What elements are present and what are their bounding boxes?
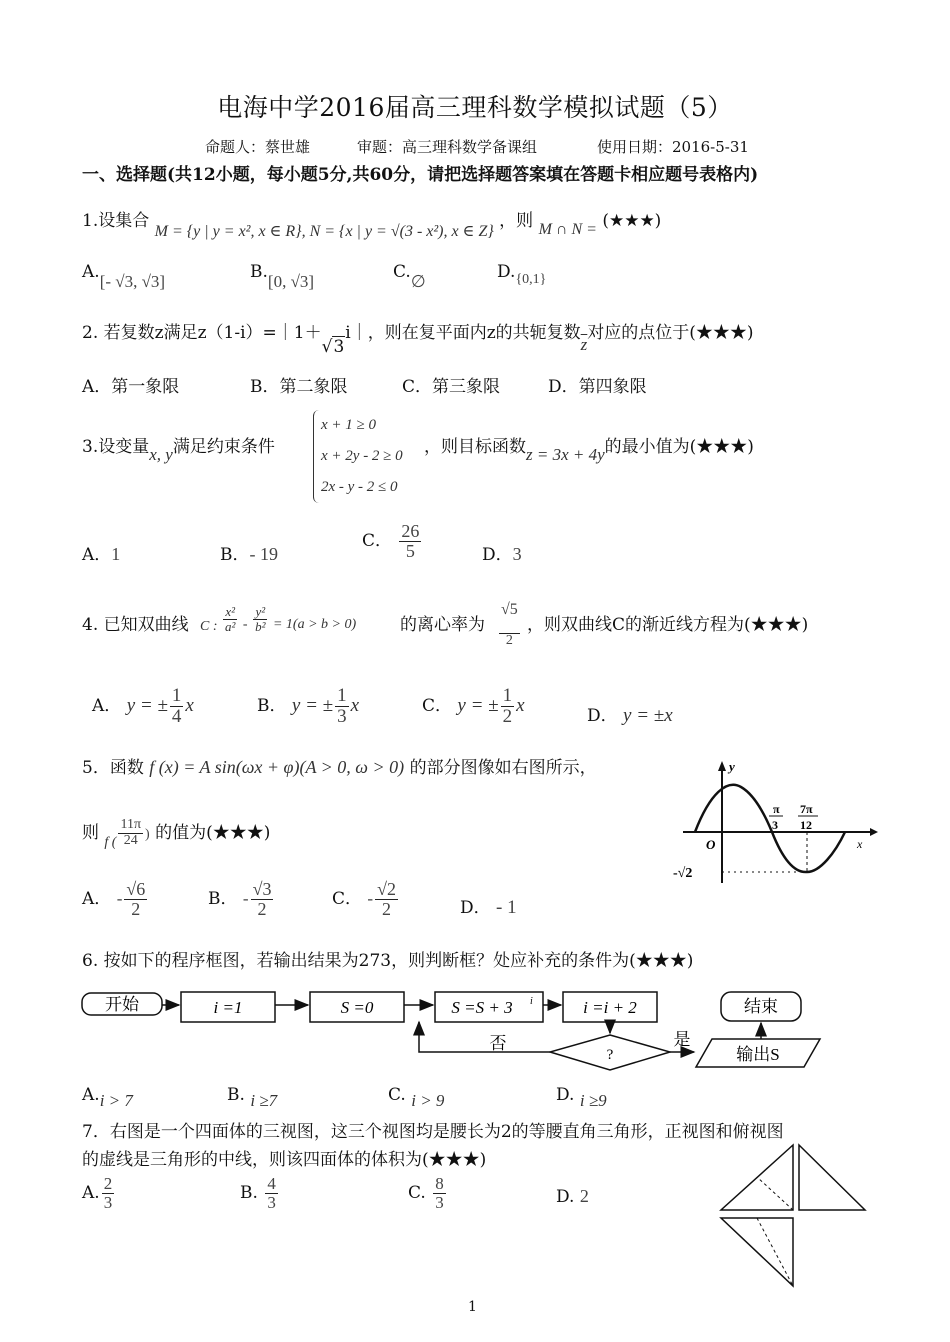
- flow-no-label: 否: [489, 1034, 507, 1053]
- q2-option-b[interactable]: B．第二象限: [250, 377, 348, 397]
- q1-target: M ∩ N =: [538, 221, 597, 238]
- q6-option-c[interactable]: C. i > 9: [388, 1085, 445, 1110]
- q1-option-a[interactable]: A.[- √3, √3]: [82, 262, 166, 291]
- question-5: 5．函数 f (x) = A sin(ωx + φ)(A > 0, ω > 0) 的部分图像如右图所示，: [82, 757, 597, 778]
- q4-option-d[interactable]: D． y = ±x: [587, 705, 673, 726]
- q6-option-b[interactable]: B. i ≥7: [227, 1085, 278, 1110]
- flow-output-label: 输出S: [736, 1045, 780, 1064]
- page-number: 1: [468, 1299, 477, 1315]
- sine-graph: [665, 755, 885, 890]
- flow-yes-label: 是: [673, 1030, 691, 1049]
- q5-option-d[interactable]: D． - 1: [460, 897, 517, 918]
- q3-option-b[interactable]: B．- 19: [220, 544, 278, 565]
- sine-curve: [695, 785, 845, 872]
- q2-option-c[interactable]: C．第三象限: [402, 377, 501, 397]
- flow-update-i-label: i =i + 2: [583, 998, 637, 1017]
- q1-option-c[interactable]: C.∅: [393, 262, 426, 291]
- q7-option-c[interactable]: C. $\frac{8}{3}$: [408, 1174, 444, 1212]
- question-3-suffix: ，则目标函数z = 3x + 4y的最小值为(★★★): [424, 437, 754, 464]
- flow-end-label: 结束: [744, 997, 778, 1016]
- reviewer: 审题：高三理科数学备课组: [357, 138, 538, 156]
- q7-option-a[interactable]: A. $\frac{2}{3}$: [82, 1174, 113, 1212]
- flow-init-i-label: i =1: [213, 998, 243, 1017]
- flowchart: [78, 983, 838, 1078]
- graph-origin: O: [706, 837, 716, 852]
- top-view: [721, 1218, 793, 1286]
- q7-option-d[interactable]: D. 2: [556, 1186, 589, 1207]
- flow-init-s-label: S =0: [340, 998, 374, 1017]
- q3-constraints: x + 1 ≥ 0 x + 2y - 2 ≥ 0 2x - y - 2 ≤ 0: [313, 410, 403, 503]
- q3-option-a[interactable]: A．1: [82, 544, 121, 565]
- q6-option-d[interactable]: D. i ≥9: [556, 1085, 607, 1110]
- q4-option-c[interactable]: C． y = ± $\frac{1}{2}$ x: [422, 685, 525, 727]
- q5-option-a[interactable]: A． - $\frac{√6}{2}$: [82, 879, 146, 919]
- question-5-line2: 则 $_{f (}$ $\frac{11\pi}{24}$ ) 的值为(★★★): [82, 817, 271, 850]
- flow-decision-label: ?: [606, 1047, 614, 1063]
- q7-option-b[interactable]: B. $\frac{4}{3}$: [240, 1174, 276, 1212]
- q4-eccentricity: $\frac{√5}{2}$: [501, 601, 518, 648]
- q5-option-c[interactable]: C． - $\frac{√2}{2}$: [332, 879, 396, 919]
- q4-ecc-text: 的离心率为: [400, 615, 485, 635]
- side-view: [799, 1145, 865, 1210]
- q1-sets: M = {y | y = x², x ∈ R}, N = {x | y = √(3 - x²), x ∈ Z}: [154, 223, 494, 240]
- q5-option-b[interactable]: B． - $\frac{√3}{2}$: [208, 879, 272, 919]
- q2-option-a[interactable]: A．第一象限: [82, 377, 180, 397]
- q2-option-d[interactable]: D．第四象限: [548, 377, 647, 397]
- q4-end: ，则双曲线C的渐近线方程为(★★★): [527, 615, 809, 635]
- graph-tick1-num: π: [773, 802, 780, 816]
- graph-x-label: x: [857, 837, 863, 851]
- question-4-prefix: 4. 已知双曲线: [82, 615, 189, 635]
- question-3-prefix: 3.设变量x, y满足约束条件: [82, 437, 275, 464]
- q4-option-a[interactable]: A． y = ± $\frac{1}{4}$ x: [92, 685, 194, 727]
- graph-min-label: -√2: [673, 866, 693, 881]
- flow-update-s-sup: i: [530, 996, 533, 1007]
- flow-update-s-label: S =S + 3: [451, 998, 513, 1017]
- q6-option-a[interactable]: A.i > 7: [82, 1085, 133, 1110]
- q1-option-d[interactable]: $D._{\{0,1\}}$: [497, 262, 547, 287]
- q3-option-d[interactable]: D．3: [482, 544, 522, 565]
- question-1: 1.设集合 M = {y | y = x², x ∈ R}, N = {x | y = √(3 - x²), x ∈ Z} ，则 M ∩ N = (★★★): [82, 211, 662, 240]
- q4-hyperbola: C : $\frac{\text{x²}}{\text{a²}}$ - $\frac{\text{y²}}{\text{b²}}$ = 1(a > b > 0): [200, 604, 357, 635]
- page-title: 电海中学2016届高三理科数学模拟试题（5）: [217, 93, 733, 122]
- question-2: 2. 若复数z满足z（1-i）=｜1＋√3i｜，则在复平面内z的共轭复数$\overline{z}$对应的点位于(★★★): [82, 323, 754, 357]
- graph-y-label: y: [729, 759, 735, 774]
- three-views-figure: [715, 1140, 870, 1290]
- question-7-line1: 7．右图是一个四面体的三视图，这三个视图均是腰长为2的等腰直角三角形，正视图和俯视图: [82, 1122, 784, 1142]
- q4-option-b[interactable]: B． y = ± $\frac{1}{3}$ x: [257, 685, 360, 727]
- q3-option-c[interactable]: C． $\frac{26}{5}$: [362, 521, 420, 561]
- question-7-line2: 的虚线是三角形的中线，则该四面体的体积为(★★★): [82, 1150, 487, 1170]
- graph-tick2-num: 7π: [800, 802, 813, 816]
- author: 命题人：蔡世雄: [205, 138, 311, 156]
- q1-option-b[interactable]: B.[0, √3]: [250, 262, 315, 291]
- question-6: 6. 按如下的程序框图，若输出结果为273，则判断框？处应补充的条件为(★★★): [82, 951, 694, 971]
- flow-start-label: 开始: [105, 995, 139, 1014]
- graph-tick1-den: 3: [772, 818, 778, 832]
- section-heading: 一、选择题(共12小题，每小题5分,共60分，请把选择题答案填在答题卡相应题号表格内): [82, 165, 759, 185]
- graph-tick2-den: 12: [800, 818, 812, 832]
- date: 使用日期：2016-5-31: [597, 138, 749, 156]
